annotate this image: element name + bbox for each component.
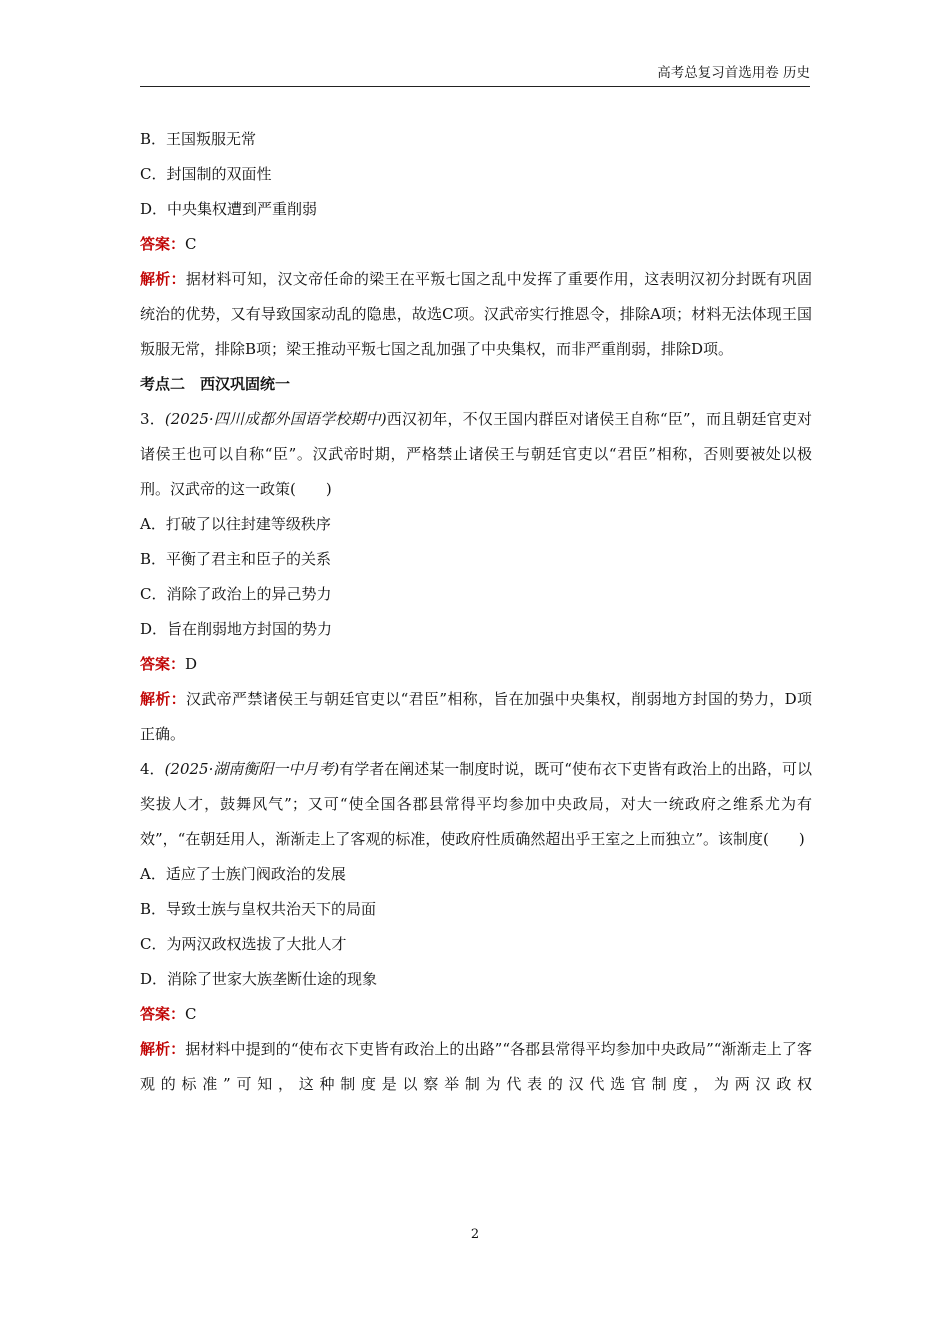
page-number: 2 xyxy=(470,1227,480,1242)
analysis-label: 解析： xyxy=(140,270,186,288)
section-title: 考点二 西汉巩固统一 xyxy=(140,375,291,393)
analysis-label: 解析： xyxy=(140,690,186,708)
q3-option-b: B．平衡了君主和臣子的关系 xyxy=(140,550,332,568)
answer-value: C xyxy=(185,1005,197,1023)
q2-analysis xyxy=(140,262,812,367)
q4-stem xyxy=(140,752,812,857)
question-source: (2025·湖南衡阳一中月考) xyxy=(164,760,340,778)
running-header: 高考总复习首选用卷 历史 xyxy=(657,65,810,81)
q3-analysis xyxy=(140,682,812,752)
question-number: 3． xyxy=(140,410,165,428)
q3-option-c: C．消除了政治上的异己势力 xyxy=(140,585,332,603)
answer-label: 答案： xyxy=(140,655,186,673)
page-body xyxy=(140,122,812,1102)
analysis-text: 据材料可知，汉文帝任命的梁王在平叛七国之乱中发挥了重要作用，这表明汉初分封既有巩固统治的优势，又有导致国家动乱的隐患，故选C项。汉武帝实行推恩令，排除A项；材料无法体现王国叛服无常，排除B项；梁王推动平叛七国之乱加强了中央集权，而非严重削弱，排除D项。 xyxy=(140,270,812,358)
q2-answer xyxy=(140,227,812,262)
answer-value: D xyxy=(185,655,198,673)
analysis-text: 汉武帝严禁诸侯王与朝廷官吏以“君臣”相称，旨在加强中央集权，削弱地方封国的势力，D项正确。 xyxy=(140,690,812,743)
q3-option-a: A．打破了以往封建等级秩序 xyxy=(140,515,331,533)
q4-option-c: C．为两汉政权选拔了大批人才 xyxy=(140,935,347,953)
q4-option-d: D．消除了世家大族垄断仕途的现象 xyxy=(140,970,378,988)
question-text: 西汉初年，不仅王国内群臣对诸侯王自称“臣”，而且朝廷官吏对诸侯王也可以自称“臣”。汉武帝时期，严格禁止诸侯王与朝廷官吏以“君臣”相称，否则要被处以极刑。汉武帝的这一政策( ) xyxy=(140,410,812,498)
q4-option-a: A．适应了士族门阀政治的发展 xyxy=(140,865,346,883)
analysis-label: 解析： xyxy=(140,1040,186,1058)
q4-option-b: B．导致士族与皇权共治天下的局面 xyxy=(140,900,377,918)
q3-answer xyxy=(140,647,812,682)
q2-option-c: C．封国制的双面性 xyxy=(140,165,272,183)
question-number: 4． xyxy=(140,760,165,778)
q4-analysis xyxy=(140,1032,812,1102)
header-divider xyxy=(140,86,810,87)
q2-option-b: B．王国叛服无常 xyxy=(140,130,257,148)
question-text: 有学者在阐述某一制度时说，既可“使布衣下吏皆有政治上的出路，可以奖拔人才，鼓舞风气”；又可“使全国各郡县常得平均参加中央政局，对大一统政府之维系尤为有效”，“在朝廷用人，渐渐走上了客观的标准，使政府性质确然超出乎王室之上而独立”。该制度( ) xyxy=(140,760,813,848)
answer-value: C xyxy=(185,235,197,253)
q4-answer xyxy=(140,997,812,1032)
q3-option-d: D．旨在削弱地方封国的势力 xyxy=(140,620,333,638)
answer-label: 答案： xyxy=(140,1005,186,1023)
q3-stem xyxy=(140,402,812,507)
q2-option-d: D．中央集权遭到严重削弱 xyxy=(140,200,318,218)
analysis-text: 据材料中提到的“使布衣下吏皆有政治上的出路”“各郡县常得平均参加中央政局”“渐渐走上了客观的标准”可知，这种制度是以察举制为代表的汉代选官制度，为两汉政权 xyxy=(140,1040,812,1093)
question-source: (2025·四川成都外国语学校期中) xyxy=(164,410,387,428)
answer-label: 答案： xyxy=(140,235,186,253)
